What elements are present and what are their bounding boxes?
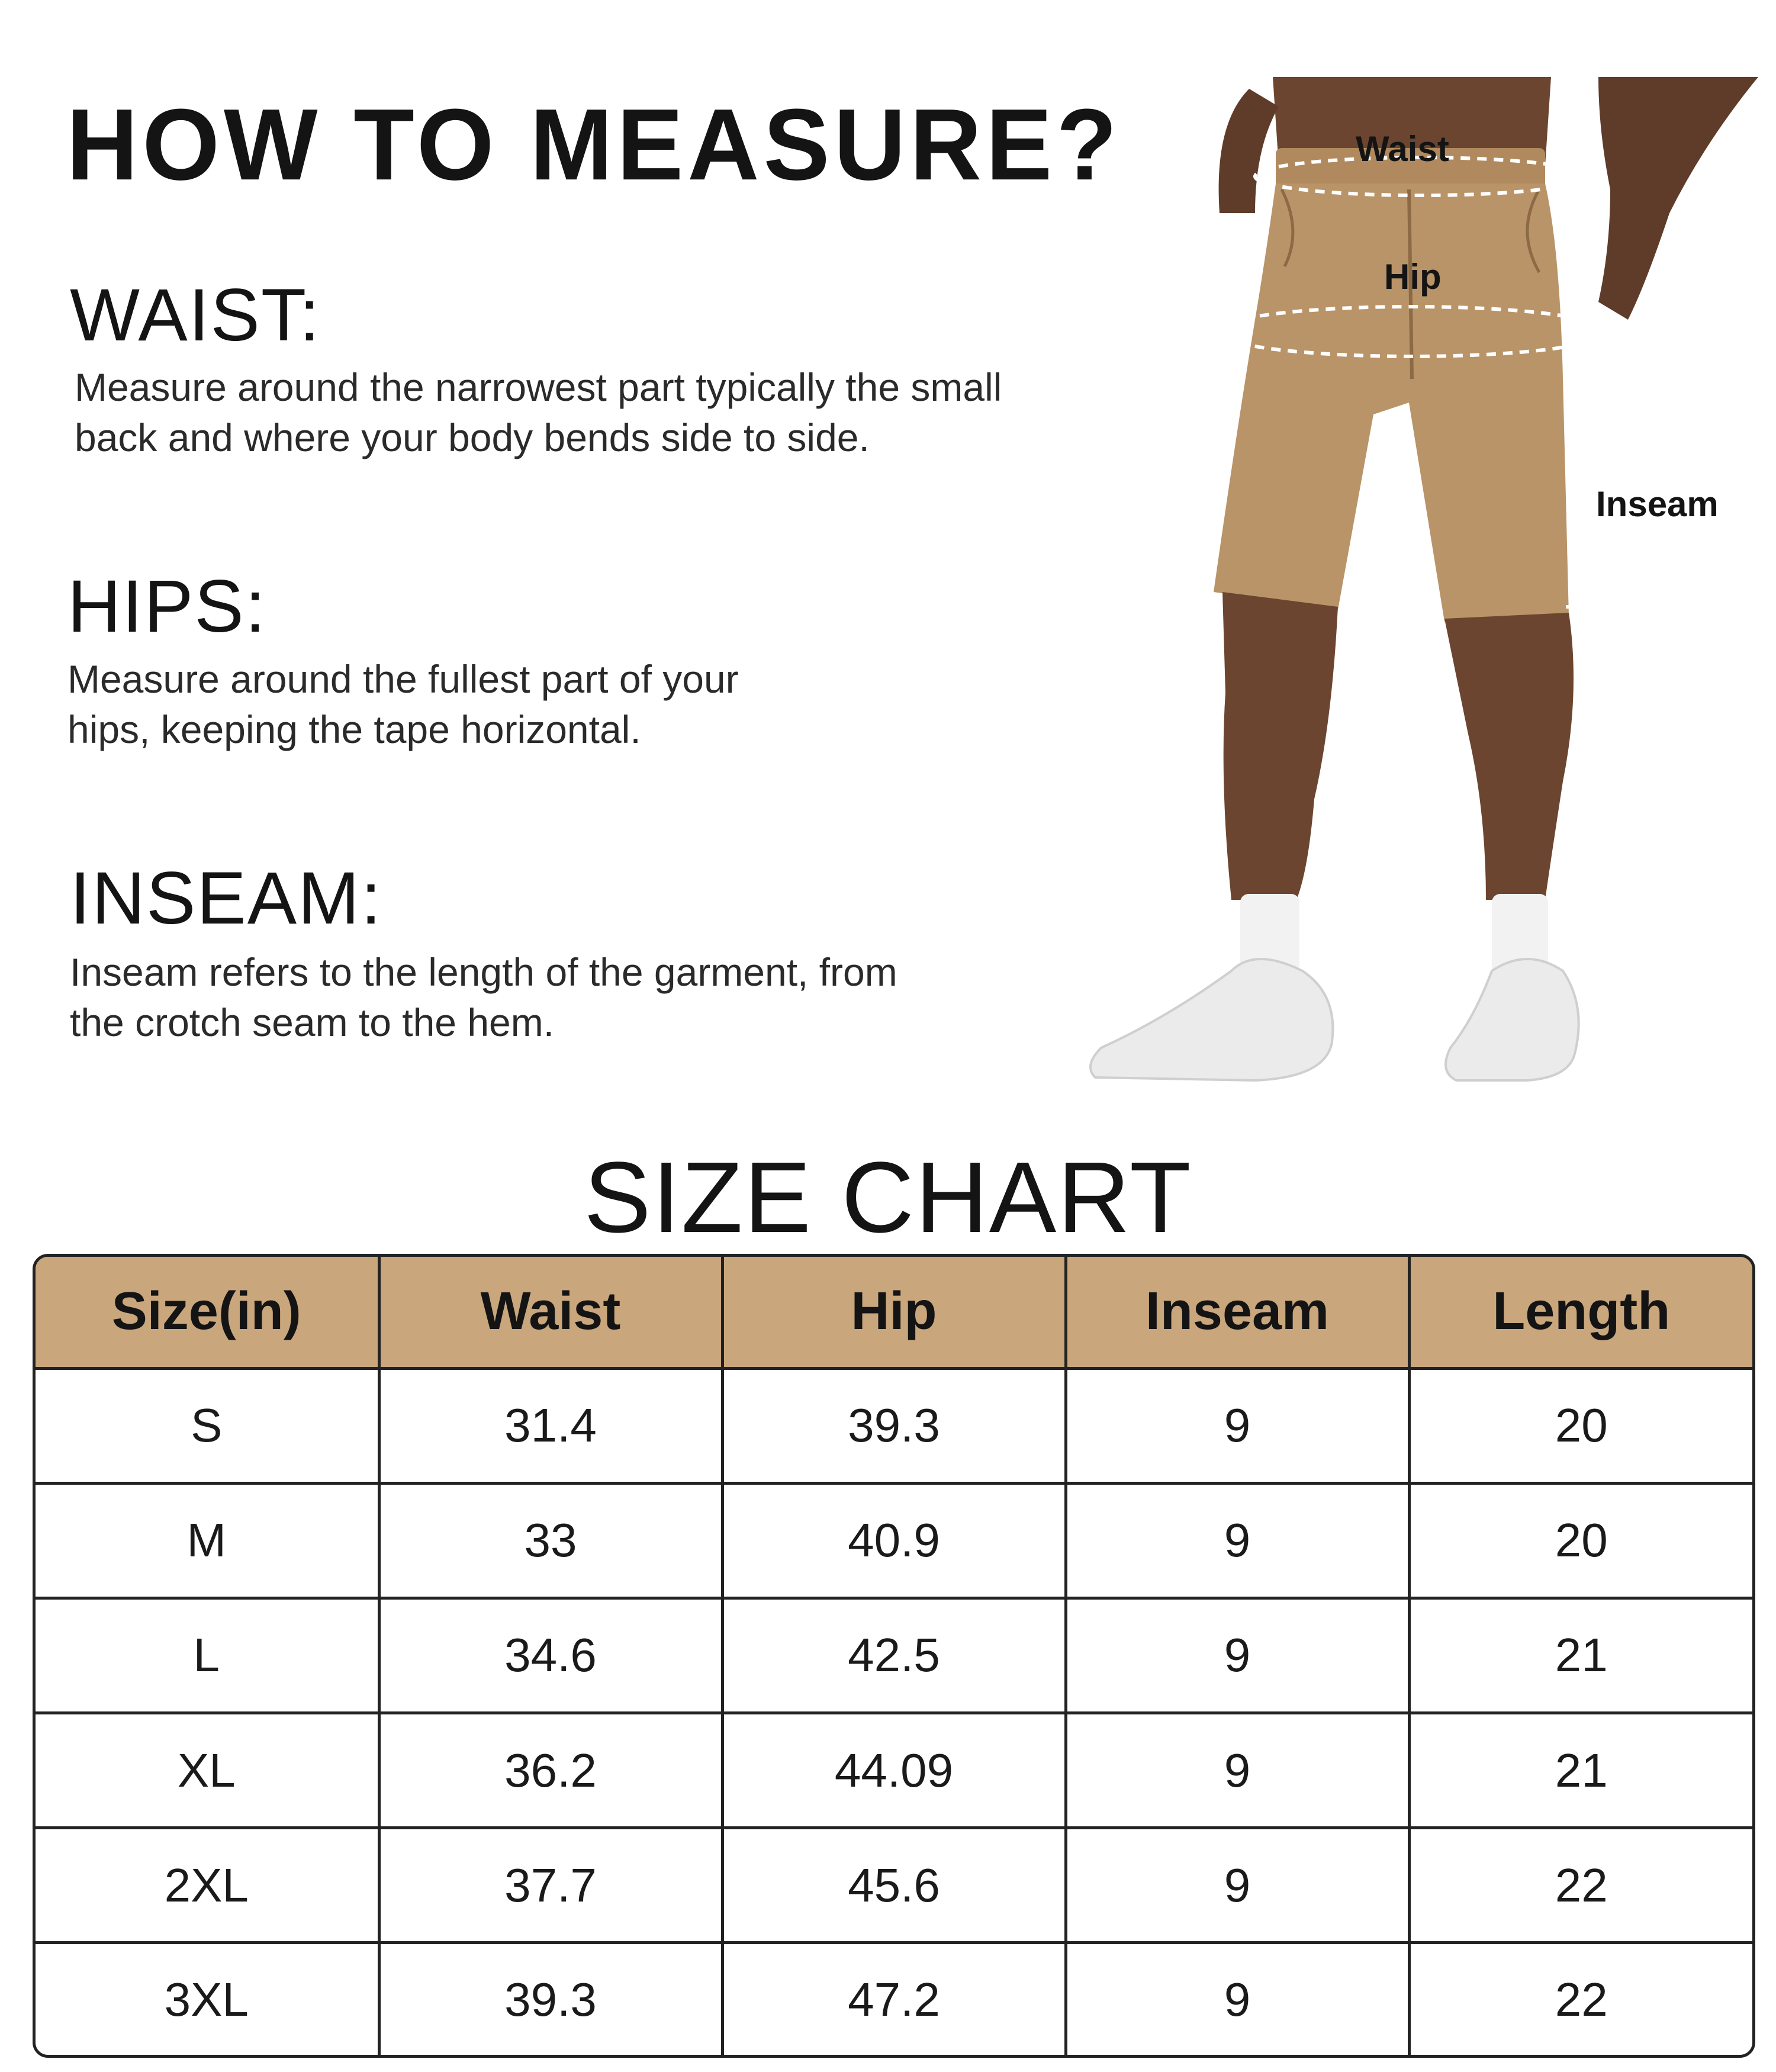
cell-length: 21 xyxy=(1409,1598,1752,1713)
cell-size: XL xyxy=(36,1713,379,1828)
cell-size: M xyxy=(36,1483,379,1598)
cell-length: 20 xyxy=(1409,1368,1752,1483)
right-arm xyxy=(1598,77,1758,320)
table-row xyxy=(36,1943,1752,2055)
cell-hip: 42.5 xyxy=(722,1598,1066,1713)
waist-heading: WAIST: xyxy=(70,274,321,356)
table-header-row xyxy=(36,1257,1752,1368)
header-hip: Hip xyxy=(722,1257,1066,1368)
inseam-heading: INSEAM: xyxy=(70,857,382,940)
main-title: HOW TO MEASURE? xyxy=(66,88,1121,201)
cell-waist: 37.7 xyxy=(379,1828,722,1943)
table-row xyxy=(36,1828,1752,1943)
inseam-label: Inseam xyxy=(1596,484,1719,524)
cell-inseam: 9 xyxy=(1066,1598,1409,1713)
cell-size: 2XL xyxy=(36,1828,379,1943)
cell-length: 22 xyxy=(1409,1828,1752,1943)
waist-label: Waist xyxy=(1356,129,1449,169)
table-row xyxy=(36,1598,1752,1713)
size-table-frame xyxy=(33,1254,1755,2058)
size-chart-title: SIZE CHART xyxy=(584,1141,1192,1254)
cell-inseam: 9 xyxy=(1066,1368,1409,1483)
cell-inseam: 9 xyxy=(1066,1713,1409,1828)
cell-hip: 47.2 xyxy=(722,1943,1066,2055)
cell-size: 3XL xyxy=(36,1943,379,2055)
cell-waist: 36.2 xyxy=(379,1713,722,1828)
cell-hip: 39.3 xyxy=(722,1368,1066,1483)
model-photo xyxy=(1077,71,1758,1101)
cell-hip: 44.09 xyxy=(722,1713,1066,1828)
hips-description: Measure around the fullest part of your hips, keeping the tape horizontal. xyxy=(67,657,739,751)
cell-waist: 33 xyxy=(379,1483,722,1598)
cell-length: 21 xyxy=(1409,1713,1752,1828)
cell-inseam: 9 xyxy=(1066,1483,1409,1598)
header-length: Length xyxy=(1409,1257,1752,1368)
header-inseam: Inseam xyxy=(1066,1257,1409,1368)
cell-size: S xyxy=(36,1368,379,1483)
header-waist: Waist xyxy=(379,1257,722,1368)
cell-waist: 39.3 xyxy=(379,1943,722,2055)
header-size: Size(in) xyxy=(36,1257,379,1368)
cell-size: L xyxy=(36,1598,379,1713)
right-leg xyxy=(1444,613,1574,900)
right-sneaker xyxy=(1446,959,1579,1080)
size-table xyxy=(36,1257,1752,2055)
cell-inseam: 9 xyxy=(1066,1828,1409,1943)
cell-inseam: 9 xyxy=(1066,1943,1409,2055)
left-leg xyxy=(1222,592,1338,900)
cell-waist: 31.4 xyxy=(379,1368,722,1483)
cell-length: 20 xyxy=(1409,1483,1752,1598)
hip-label: Hip xyxy=(1384,257,1442,297)
table-row xyxy=(36,1368,1752,1483)
table-row xyxy=(36,1713,1752,1828)
cell-hip: 40.9 xyxy=(722,1483,1066,1598)
cell-length: 22 xyxy=(1409,1943,1752,2055)
cell-waist: 34.6 xyxy=(379,1598,722,1713)
cell-hip: 45.6 xyxy=(722,1828,1066,1943)
waist-description: Measure around the narrowest part typically the small back and where your body bends side to side. xyxy=(75,365,1002,459)
inseam-description: Inseam refers to the length of the garment, from the crotch seam to the hem. xyxy=(70,950,897,1044)
hips-heading: HIPS: xyxy=(67,565,267,648)
shorts xyxy=(1214,184,1569,622)
left-sneaker xyxy=(1090,959,1333,1080)
left-arm xyxy=(1219,89,1279,213)
table-row xyxy=(36,1483,1752,1598)
